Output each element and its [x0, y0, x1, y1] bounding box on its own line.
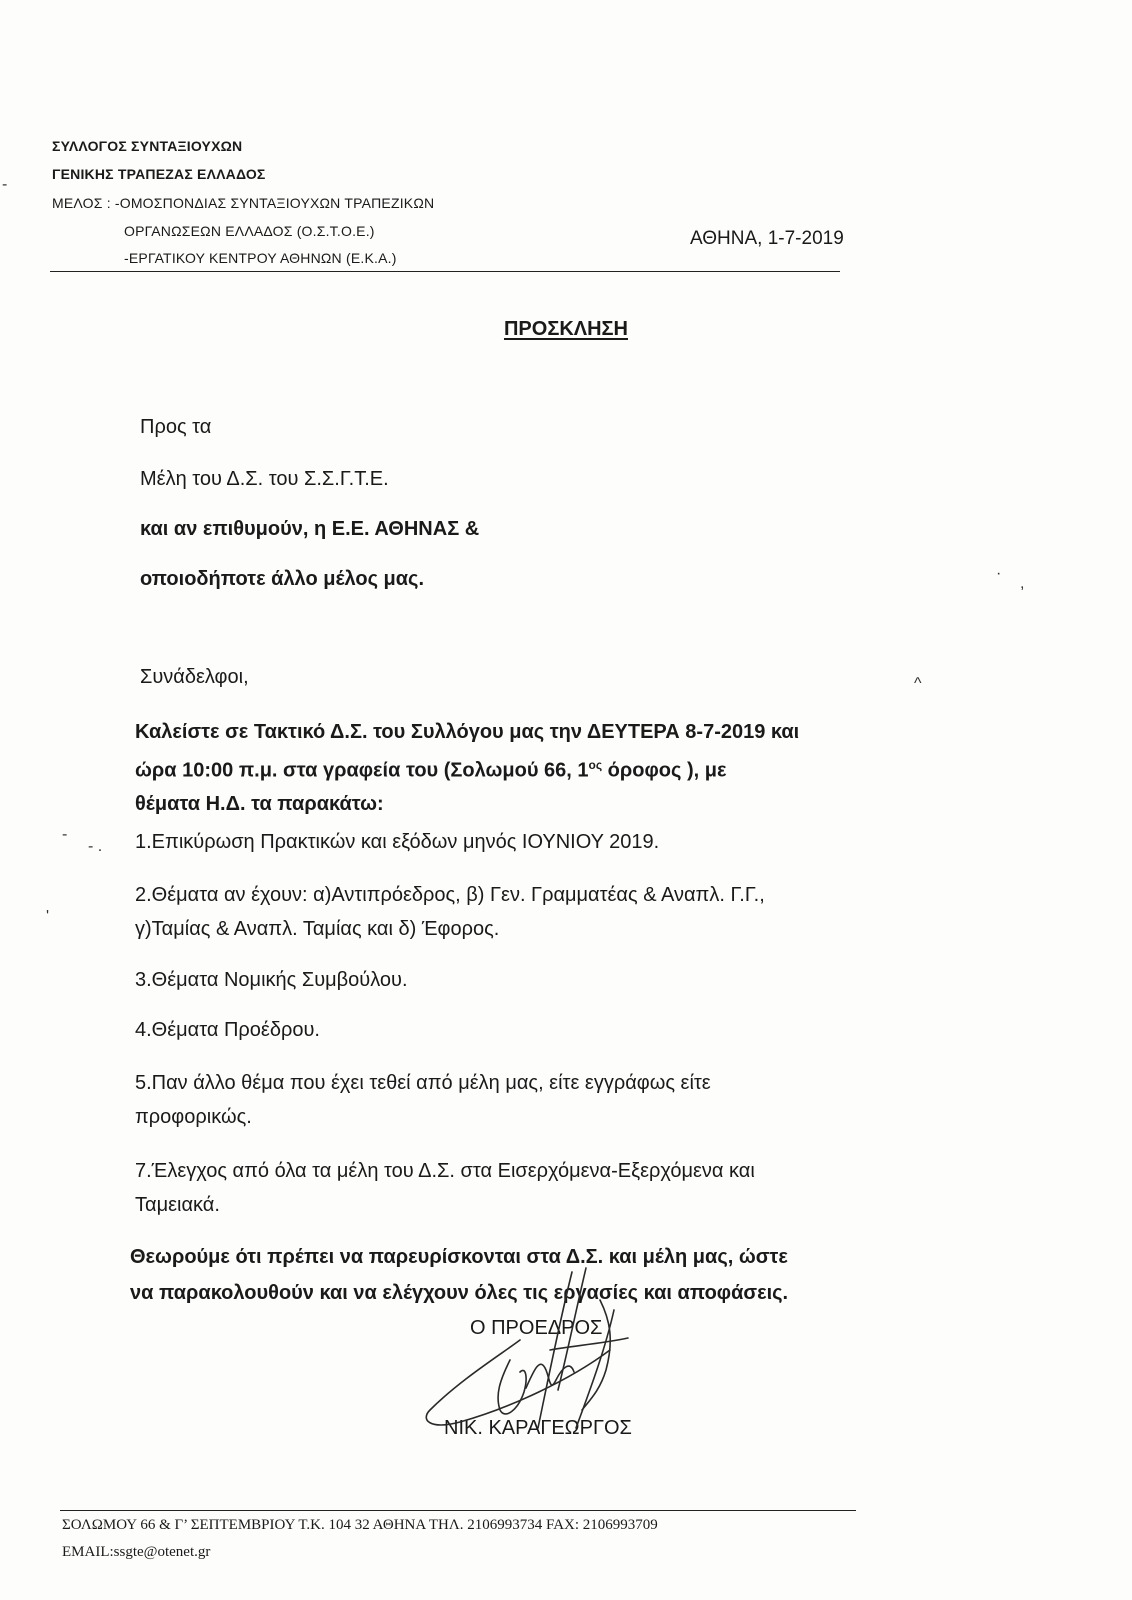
- footer-divider: [60, 1510, 856, 1511]
- floor-ordinal-suffix: ος: [588, 758, 603, 772]
- salutation: Συνάδελφοι,: [140, 666, 249, 688]
- agenda-item-7-line1: 7.Έλεγχος από όλα τα μέλη του Δ.Σ. στα Εισερχόμενα-Εξερχόμενα και: [135, 1160, 755, 1182]
- invitation-line2-start: ώρα 10:00 π.μ. στα γραφεία του (Σολωμού 66, 1: [135, 759, 589, 782]
- agenda-item-2-line2: γ)Ταμίας & Αναπλ. Ταμίας και δ) Έφορος.: [135, 918, 500, 940]
- agenda-item-1: 1.Επικύρωση Πρακτικών και εξόδων μηνός ΙΟΥΝΙΟΥ 2019.: [135, 831, 660, 853]
- header-divider: [50, 271, 840, 272]
- recipients-line3: και αν επιθυμούν, η Ε.Ε. ΑΘΗΝΑΣ &: [140, 518, 480, 540]
- footer-address: ΣΟΛΩΜΟΥ 66 & Γ’ ΣΕΠΤΕΜΒΡΙΟΥ Τ.Κ. 104 32 ΑΘΗΝΑ ΤΗΛ. 2106993734 FAX: 2106993709: [62, 1517, 658, 1533]
- scan-speck: ·: [996, 565, 1002, 582]
- agenda-item-2-line1: 2.Θέματα αν έχουν: α)Αντιπρόεδρος, β) Γεν. Γραμματέας & Αναπλ. Γ.Γ.,: [135, 884, 765, 906]
- signatory-title: Ο ΠΡΟΕΔΡΟΣ: [470, 1317, 603, 1339]
- scan-speck: ^: [914, 675, 922, 692]
- handwritten-signature: [400, 1260, 700, 1450]
- closing-line1: Θεωρούμε ότι πρέπει να παρευρίσκονται στα Δ.Σ. και μέλη μας, ώστε: [130, 1246, 788, 1268]
- membership-line2: ΟΡΓΑΝΩΣΕΩΝ ΕΛΛΑΔΟΣ (Ο.Σ.Τ.Ο.Ε.): [124, 223, 375, 239]
- signatory-name: ΝΙΚ. ΚΑΡΑΓΕΩΡΓΟΣ: [444, 1417, 632, 1439]
- agenda-item-3: 3.Θέματα Νομικής Συμβούλου.: [135, 969, 408, 991]
- agenda-item-7: [135, 1154, 755, 1222]
- invitation-line2: [135, 749, 799, 788]
- invitation-line3: θέματα Η.Δ. τα παρακάτω:: [135, 792, 384, 815]
- agenda-item-4: 4.Θέματα Προέδρου.: [135, 1019, 320, 1041]
- agenda-item-5: [135, 1066, 711, 1134]
- invitation-line1: Καλείστε σε Τακτικό Δ.Σ. του Συλλόγου μας την ΔΕΥΤΕΡΑ 8-7-2019 και: [135, 721, 800, 743]
- invitation-line2-end: όροφος ), με: [602, 759, 727, 782]
- recipients-line2: Μέλη του Δ.Σ. του Σ.Σ.Γ.Τ.Ε.: [140, 468, 389, 490]
- org-name-line1: ΣΥΛΛΟΓΟΣ ΣΥΝΤΑΞΙΟΥΧΩΝ: [52, 138, 243, 154]
- scan-speck: -: [2, 176, 8, 193]
- membership-line1: ΜΕΛΟΣ : -ΟΜΟΣΠΟΝΔΙΑΣ ΣΥΝΤΑΞΙΟΥΧΩΝ ΤΡΑΠΕΖΙΚΩΝ: [52, 195, 435, 211]
- agenda-item-2: [135, 878, 765, 946]
- org-name-line2: ΓΕΝΙΚΗΣ ΤΡΑΠΕΖΑΣ ΕΛΛΑΔΟΣ: [52, 166, 266, 182]
- scan-speck: -: [62, 826, 68, 843]
- agenda-item-5-line1: 5.Παν άλλο θέμα που έχει τεθεί από μέλη μας, είτε εγγράφως είτε: [135, 1072, 711, 1094]
- scan-speck: ,: [1020, 575, 1025, 592]
- scan-speck: ': [46, 908, 50, 925]
- agenda-item-7-line2: Ταμειακά.: [135, 1194, 220, 1216]
- recipients-line4: οποιοδήποτε άλλο μέλος μας.: [140, 568, 425, 590]
- footer-email: EMAIL:ssgte@otenet.gr: [62, 1544, 211, 1560]
- invitation-paragraph: [135, 716, 799, 821]
- membership-line3: -ΕΡΓΑΤΙΚΟΥ ΚΕΝΤΡΟΥ ΑΘΗΝΩΝ (Ε.Κ.Α.): [124, 250, 397, 266]
- agenda-item-5-line2: προφορικώς.: [135, 1106, 252, 1128]
- letter-date: ΑΘΗΝΑ, 1-7-2019: [690, 228, 844, 249]
- document-title-text: ΠΡΟΣΚΛΗΣΗ: [503, 318, 628, 340]
- closing-line2: να παρακολουθούν και να ελέγχουν όλες τις εργασίες και αποφάσεις.: [130, 1282, 789, 1304]
- document-title: [0, 318, 1132, 341]
- recipients-line1: Προς τα: [140, 416, 212, 438]
- scan-speck: - .: [88, 838, 103, 855]
